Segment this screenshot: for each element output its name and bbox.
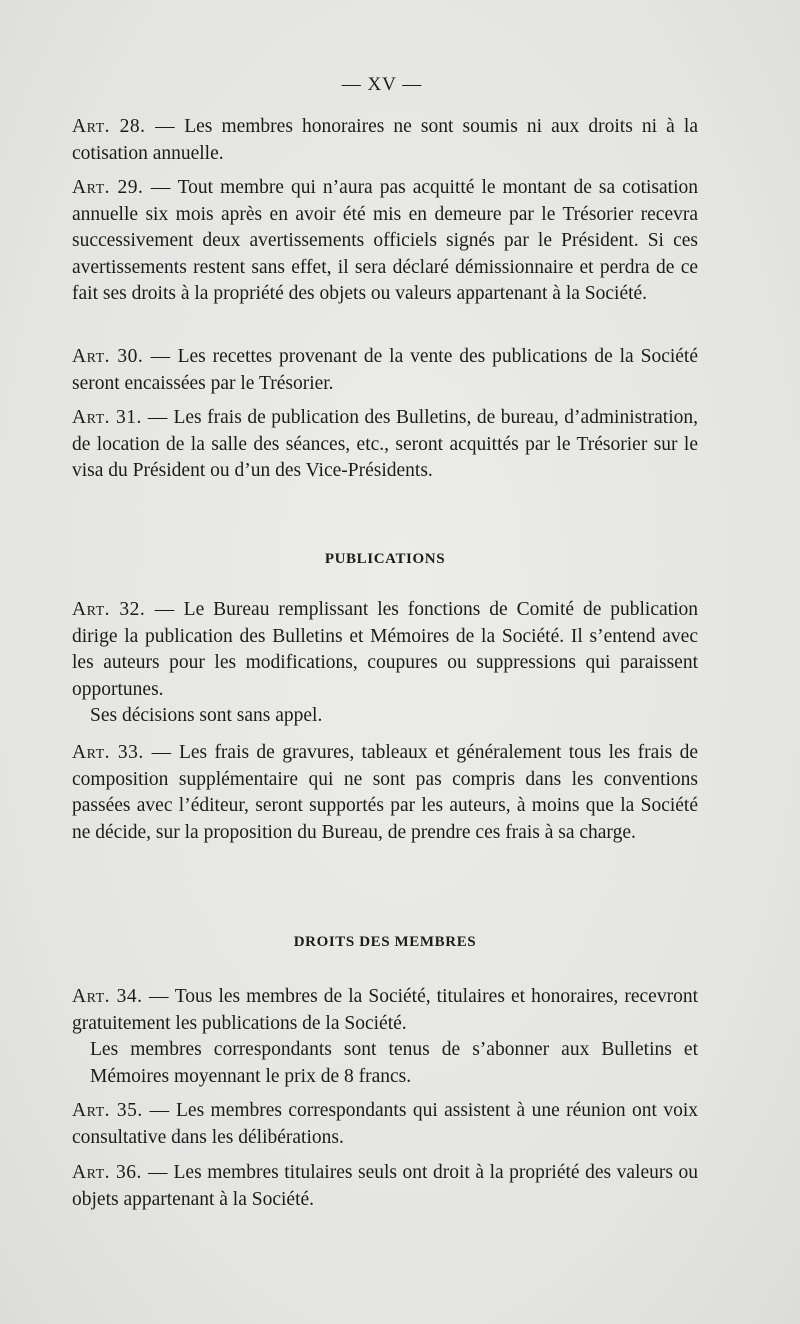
page-number: — XV —: [341, 74, 423, 95]
article-label: Art. 36. —: [72, 1162, 168, 1183]
article-label: Art. 35. —: [72, 1100, 170, 1121]
article-label: Art. 32. —: [72, 599, 175, 620]
article-text: Les membres correspondants qui assistent à une réunion ont voix consultative dans les délibérations.: [72, 1100, 699, 1148]
article-label: Art. 31. —: [72, 407, 168, 428]
article-33: [72, 740, 698, 846]
article-29: [72, 175, 698, 308]
article-text: Les frais de gravures, tableaux et généralement tous les frais de composition supplémentaire qui ne sont pas compris dans les conventions passées avec l’éditeur, seront supportés par les auteurs, à moins que la Société ne décide, sur la proposition du Bureau, de prendre ces frais à sa charge.: [72, 742, 698, 843]
article-text: Les recettes provenant de la vente des publications de la Société seront encaissées par le Trésorier.: [72, 346, 699, 394]
article-label: Art. 28. —: [72, 116, 176, 137]
article-extra-text: Les membres correspondants sont tenus de s’abonner aux Bulletins et Mémoires moyennant le prix de 8 francs.: [90, 1039, 698, 1087]
article-label: Art. 34. —: [72, 986, 170, 1007]
article-36: [72, 1160, 698, 1213]
article-text: Les frais de publication des Bulletins, de bureau, d’administration, de location de la salle des séances, etc., seront acquittés par le Trésorier sur le visa du Président ou d’un des Vice-Présidents.: [72, 407, 698, 482]
article-30: [72, 344, 698, 397]
section-heading-publications: PUBLICATIONS: [324, 551, 446, 567]
article-34: [72, 984, 698, 1090]
article-35: [72, 1098, 698, 1151]
article-31: [72, 405, 698, 485]
article-text: Les membres titulaires seuls ont droit à la propriété des valeurs ou objets appartenant à la Société.: [72, 1162, 698, 1210]
article-text: Tout membre qui n’aura pas acquitté le montant de sa cotisation annuelle six mois après en avoir été mis en demeure par le Trésorier recevra successivement deux avertissements officiels signés par le Président. Si ces avertissements restent sans effet, il sera déclaré démissionnaire et perdra de ce fait ses droits à la propriété des objets ou valeurs appartenant à la Société.: [72, 177, 698, 305]
section-heading-droits-des-membres: DROITS DES MEMBRES: [293, 934, 477, 950]
article-28: [72, 114, 698, 167]
article-text: Le Bureau remplissant les fonctions de Comité de publication dirige la publication des Bulletins et Mémoires de la Société. Il s’entend avec les auteurs pour les modifications, coupures ou suppressions qui paraissent opportunes.: [72, 599, 698, 700]
article-extra-text: Ses décisions sont sans appel.: [90, 705, 323, 727]
article-32: [72, 597, 698, 730]
article-label: Art. 29. —: [72, 177, 171, 198]
article-text: Tous les membres de la Société, titulaires et honoraires, recevront gratuitement les publications de la Société.: [72, 986, 698, 1034]
article-label: Art. 30. —: [72, 346, 171, 367]
article-text: Les membres honoraires ne sont soumis ni aux droits ni à la cotisation annuelle.: [72, 116, 699, 164]
article-label: Art. 33. —: [72, 742, 172, 763]
